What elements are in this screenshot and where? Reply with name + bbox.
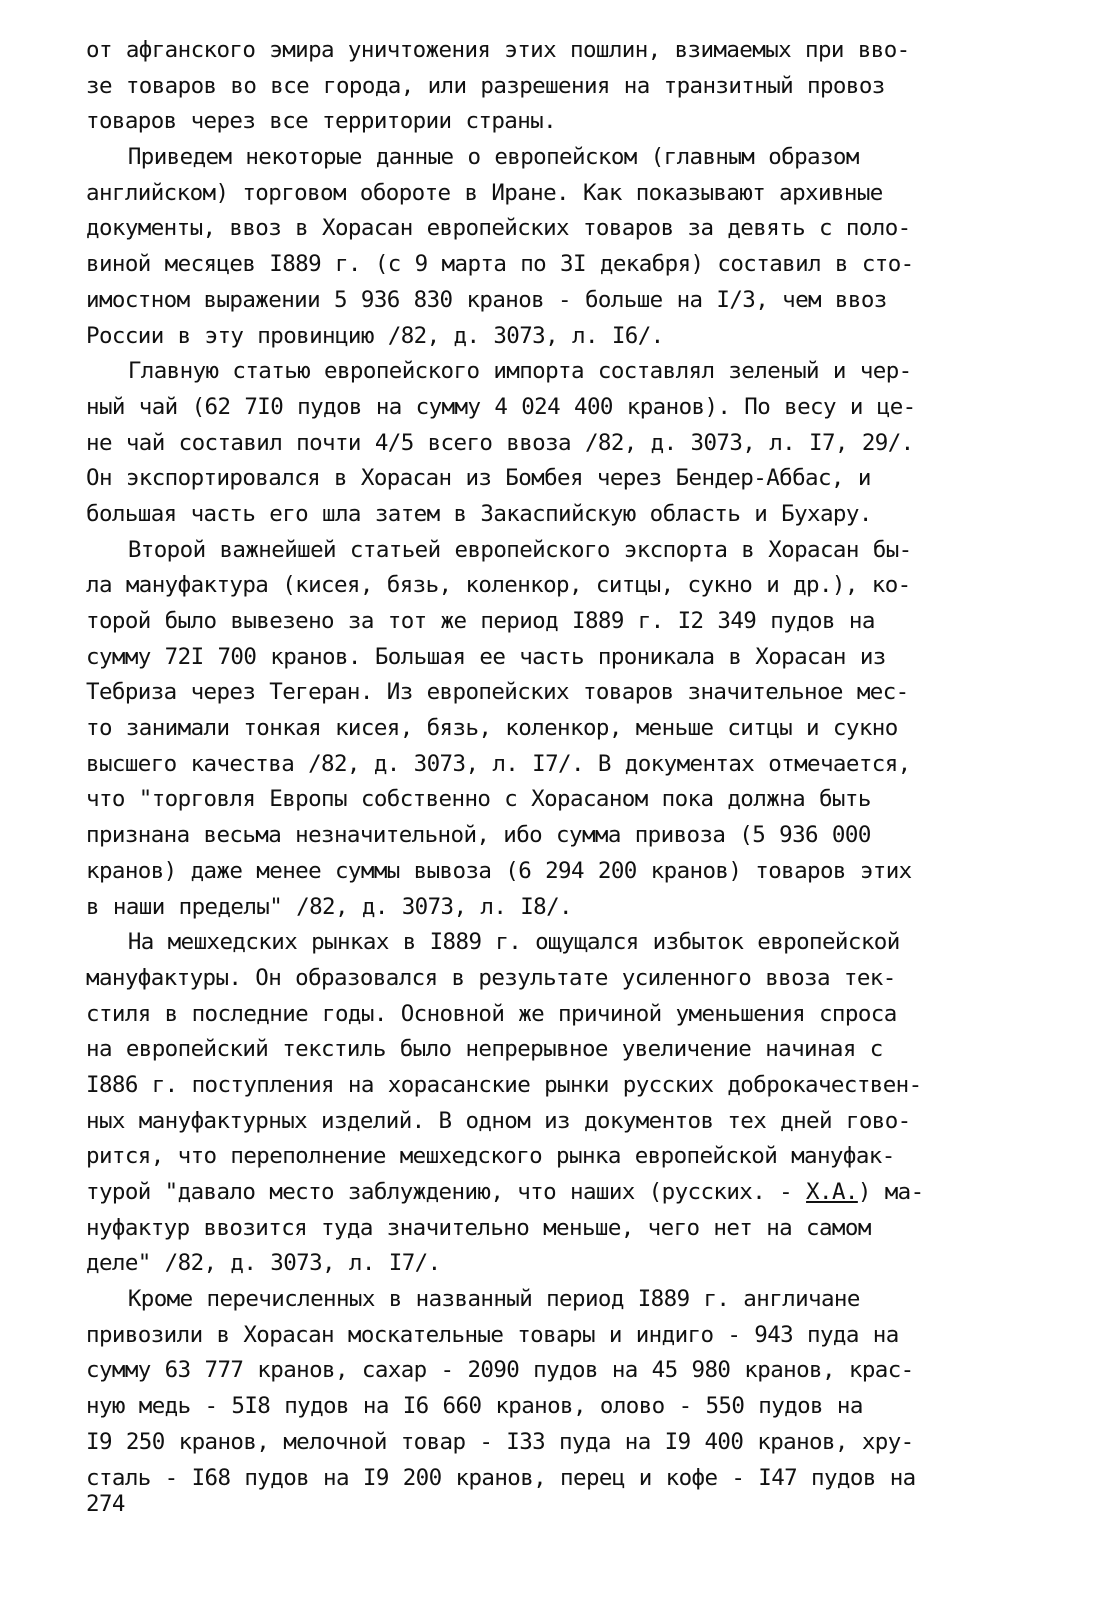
text-line: большая часть его шла затем в Закаспийскую область и Бухару. [86,500,872,527]
paragraph [86,33,1016,140]
paragraph [86,925,1016,1282]
text-line: не чай составил почти 4/5 всего ввоза /82, д. 3073, л. I7, 29/. [86,429,914,456]
text-line: ный чай (62 7I0 пудов на сумму 4 024 400 кранов). По весу и це- [86,393,916,420]
text-line: сумму 72I 700 кранов. Большая ее часть проникала в Хорасан из [86,643,886,670]
text-fragment: ) ма- [857,1179,924,1205]
text-line: России в эту провинцию /82, д. 3073, л. I6/. [86,322,664,349]
text-line: стиля в последние годы. Основной же причиной уменьшения спроса [86,1000,897,1027]
text-line: деле" /82, д. 3073, л. I7/. [86,1250,441,1277]
text-line: от афганского эмира уничтожения этих пошлин, взимаемых при вво- [86,37,910,63]
text-line: торой было вывезено за тот же период I889 г. I2 349 пудов на [86,608,875,634]
text-line: кранов) даже менее суммы вывоза (6 294 200 кранов) товаров этих [86,857,912,884]
text-line: виной месяцев I889 г. (с 9 марта по 3I декабря) составил в сто- [86,251,914,278]
paragraph [86,140,1016,354]
body-text [86,33,1016,1496]
text-line: Второй важнейшей статьей европейского экспорта в Хорасан бы- [86,536,912,563]
text-line: ла мануфактура (кисея, бязь, коленкор, ситцы, сукно и др.), ко- [86,572,911,599]
text-line: Он экспортировался в Хорасан из Бомбея через Бендер-Аббас, и [86,465,871,492]
text-line: документы, ввоз в Хорасан европейских товаров за девять с поло- [86,215,911,242]
text-line: сумму 63 777 кранов, сахар - 2090 пудов на 45 980 кранов, крас- [86,1357,914,1384]
paragraph [86,533,1016,926]
text-fragment: турой "давало место заблуждению, что наших (русских. - [86,1179,807,1205]
text-line: привозили в Хорасан москательные товары и индиго - 943 пуда на [86,1321,899,1348]
text-line: нуфактур ввозится туда значительно меньше, чего нет на самом [86,1214,871,1241]
text-line: имостном выражении 5 936 830 кранов - больше на I/3, чем ввоз [86,286,887,313]
paragraph [86,354,1016,532]
text-line: Главную статью европейского импорта составлял зеленый и чер- [86,358,912,385]
page-number: 274 [86,1491,125,1517]
author-initials: Х.А. [806,1179,858,1205]
text-line: признана весьма незначительной, ибо сумма привоза (5 936 000 [86,822,871,849]
paragraph [86,1282,1016,1496]
text-line: На мешхедских рынках в I889 г. ощущался избыток европейской [86,929,900,956]
text-line: зе товаров во все города, или разрешения на транзитный провоз [86,72,885,99]
text-line: Тебриза через Тегеран. Из европейских товаров значительное мес- [86,679,909,706]
text-line: товаров через все территории страны. [86,108,557,135]
text-line [86,1175,1016,1211]
text-line: мануфактуры. Он образовался в результате усиленного ввоза тек- [86,964,896,991]
text-line: сталь - I68 пудов на I9 200 кранов, перец и кофе - I47 пудов на [86,1464,916,1491]
text-line: то занимали тонкая кисея, бязь, коленкор, меньше ситцы и сукно [86,715,898,742]
text-line: рится, что переполнение мешхедского рынка европейской мануфак- [86,1143,895,1170]
text-line: Кроме перечисленных в названный период I889 г. англичане [86,1286,860,1313]
text-line: Приведем некоторые данные о европейском (главным образом [86,144,859,171]
text-line: на европейский текстиль было непрерывное увеличение начиная с [86,1036,883,1063]
text-line: английском) торговом обороте в Иране. Как показывают архивные [86,179,883,206]
text-line: в наши пределы" /82, д. 3073, л. I8/. [86,893,573,920]
text-line: высшего качества /82, д. 3073, л. I7/. В документах отмечается, [86,750,911,777]
text-line: ную медь - 5I8 пудов на I6 660 кранов, олово - 550 пудов на [86,1393,863,1420]
text-line: I886 г. поступления на хорасанские рынки русских доброкачествен- [86,1071,922,1098]
text-line: I9 250 кранов, мелочной товар - I33 пуда на I9 400 кранов, хру- [86,1428,914,1455]
text-line: ных мануфактурных изделий. В одном из документов тех дней гово- [86,1107,911,1134]
text-line: что "торговля Европы собственно с Хорасаном пока должна быть [86,786,871,813]
